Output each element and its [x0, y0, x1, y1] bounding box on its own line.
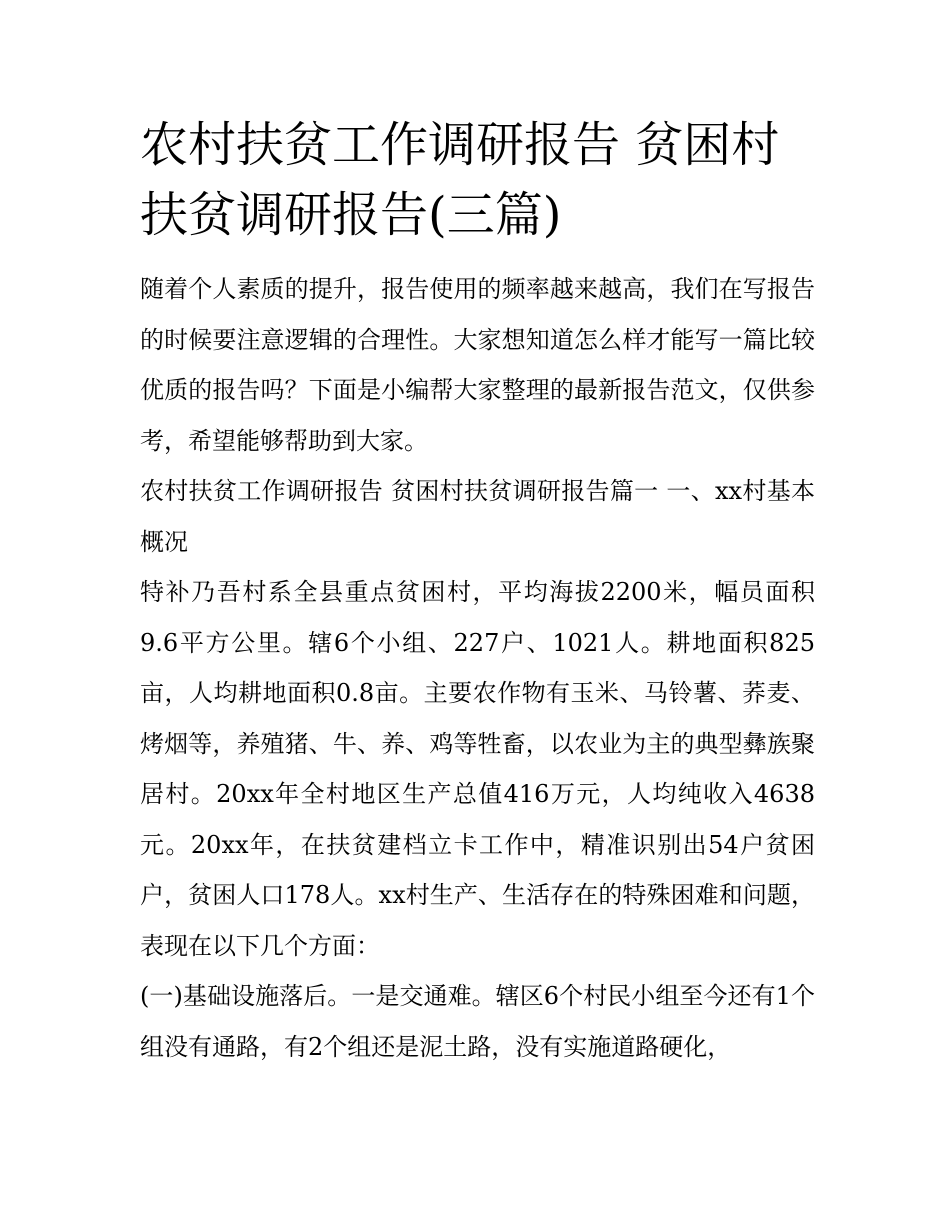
document-page — [140, 110, 815, 1072]
document-title: 农村扶贫工作调研报告 贫困村扶贫调研报告(三篇) — [140, 117, 780, 243]
paragraph-infrastructure: (一)基础设施落后。一是交通难。辖区6个村民小组至今还有1个组没有通路，有2个组还是泥土路，没有实施道路硬化， — [140, 982, 815, 1061]
paragraph-intro: 随着个人素质的提升，报告使用的频率越来越高，我们在写报告的时候要注意逻辑的合理性。大家想知道怎么样才能写一篇比较优质的报告吗？下面是小编帮大家整理的最新报告范文，仅供参考，希望能够帮助到大家。 — [140, 275, 815, 455]
paragraph-village-overview: 特补乃吾村系全县重点贫困村，平均海拔2200米，幅员面积9.6平方公里。辖6个小组、227户、1021人。耕地面积825亩，人均耕地面积0.8亩。主要农作物有玉米、马铃薯、荞麦、烤烟等，养殖猪、牛、养、鸡等牲畜，以农业为主的典型彝族聚居村。20xx年全村地区生产总值416万元，人均纯收入4638元。20xx年，在扶贫建档立卡工作中，精准识别出54户贫困户，贫困人口178人。xx村生产、生活存在的特殊困难和问题，表现在以下几个方面： — [140, 578, 815, 960]
paragraph-section-heading: 农村扶贫工作调研报告 贫困村扶贫调研报告篇一 一、xx村基本概况 — [140, 477, 815, 556]
